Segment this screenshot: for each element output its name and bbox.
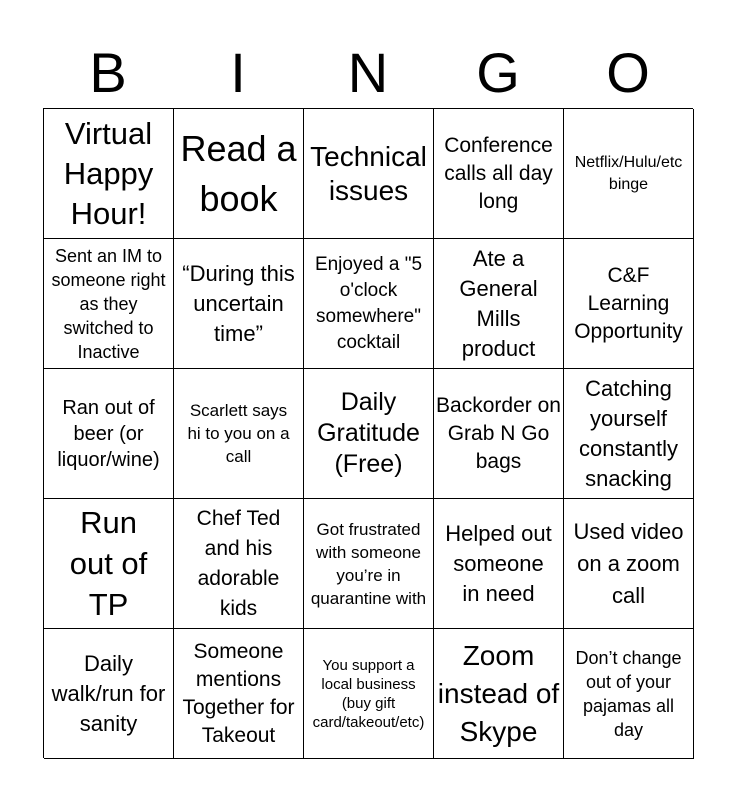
cell-text: Read a book [180, 127, 297, 219]
cell-text: Ate a General Mills product [459, 245, 538, 361]
bingo-cell[interactable] [44, 629, 174, 759]
bingo-cell[interactable] [304, 109, 434, 239]
cell-text: Enjoyed a "5 o'clock somewhere" cocktail [314, 253, 423, 353]
bingo-board [43, 108, 693, 758]
bingo-cell[interactable] [434, 239, 564, 369]
bingo-cell[interactable] [564, 239, 694, 369]
bingo-cell[interactable] [174, 499, 304, 629]
bingo-cell[interactable] [44, 499, 174, 629]
header-letter-n: N [347, 41, 389, 104]
bingo-cell[interactable] [434, 369, 564, 499]
bingo-cell[interactable] [304, 369, 434, 499]
bingo-cell[interactable] [44, 369, 174, 499]
cell-text: Run out of TP [69, 505, 148, 622]
cell-text: “During this uncertain time” [182, 260, 295, 346]
cell-text: Scarlett says hi to you on a call [187, 401, 290, 466]
bingo-cell[interactable] [434, 109, 564, 239]
header-letter-g: G [476, 41, 520, 104]
header-letter-o: O [606, 41, 650, 104]
cell-text: Conference calls all day long [444, 133, 553, 213]
cell-text: Chef Ted and his adorable kids [196, 506, 281, 620]
bingo-cell[interactable] [174, 369, 304, 499]
bingo-cell[interactable] [564, 109, 694, 239]
cell-text: You support a local business (buy gift card/takeout/etc) [312, 656, 425, 731]
cell-text: C&F Learning Opportunity [574, 263, 683, 343]
bingo-cell[interactable] [174, 109, 304, 239]
bingo-cell[interactable] [304, 499, 434, 629]
cell-text: Backorder on Grab N Go bags [436, 393, 561, 473]
cell-text: Got frustrated with someone you’re in quarantine with [310, 519, 427, 608]
cell-text: Virtual Happy Hour! [63, 115, 154, 231]
cell-text: Daily walk/run for sanity [51, 650, 166, 736]
cell-text: Zoom instead of Skype [437, 639, 560, 747]
bingo-cell[interactable] [44, 109, 174, 239]
bingo-cell[interactable] [564, 499, 694, 629]
header-letter-i: I [230, 41, 246, 104]
cell-text: Daily Gratitude (Free) [317, 388, 420, 478]
bingo-cell[interactable] [564, 369, 694, 499]
bingo-cell[interactable] [434, 629, 564, 759]
bingo-cell[interactable] [434, 499, 564, 629]
cell-text: Catching yourself constantly snacking [578, 375, 679, 491]
bingo-cell[interactable] [174, 239, 304, 369]
cell-text: Used video on a zoom call [573, 518, 684, 608]
bingo-cell[interactable] [304, 629, 434, 759]
cell-text: Technical issues [310, 140, 427, 206]
bingo-cell[interactable] [44, 239, 174, 369]
cell-text: Netflix/Hulu/etc binge [574, 153, 683, 193]
bingo-cell[interactable] [564, 629, 694, 759]
cell-text: Helped out someone in need [445, 520, 552, 606]
header-letter-b: B [89, 41, 127, 104]
cell-text: Don’t change out of your pajamas all day [575, 647, 682, 740]
cell-text: Sent an IM to someone right as they switched to Inactive [51, 245, 166, 362]
bingo-cell[interactable] [174, 629, 304, 759]
bingo-header [43, 38, 693, 108]
cell-text: Someone mentions Together for Takeout [182, 639, 295, 747]
bingo-cell[interactable] [304, 239, 434, 369]
cell-text: Ran out of beer (or liquor/wine) [57, 396, 160, 471]
